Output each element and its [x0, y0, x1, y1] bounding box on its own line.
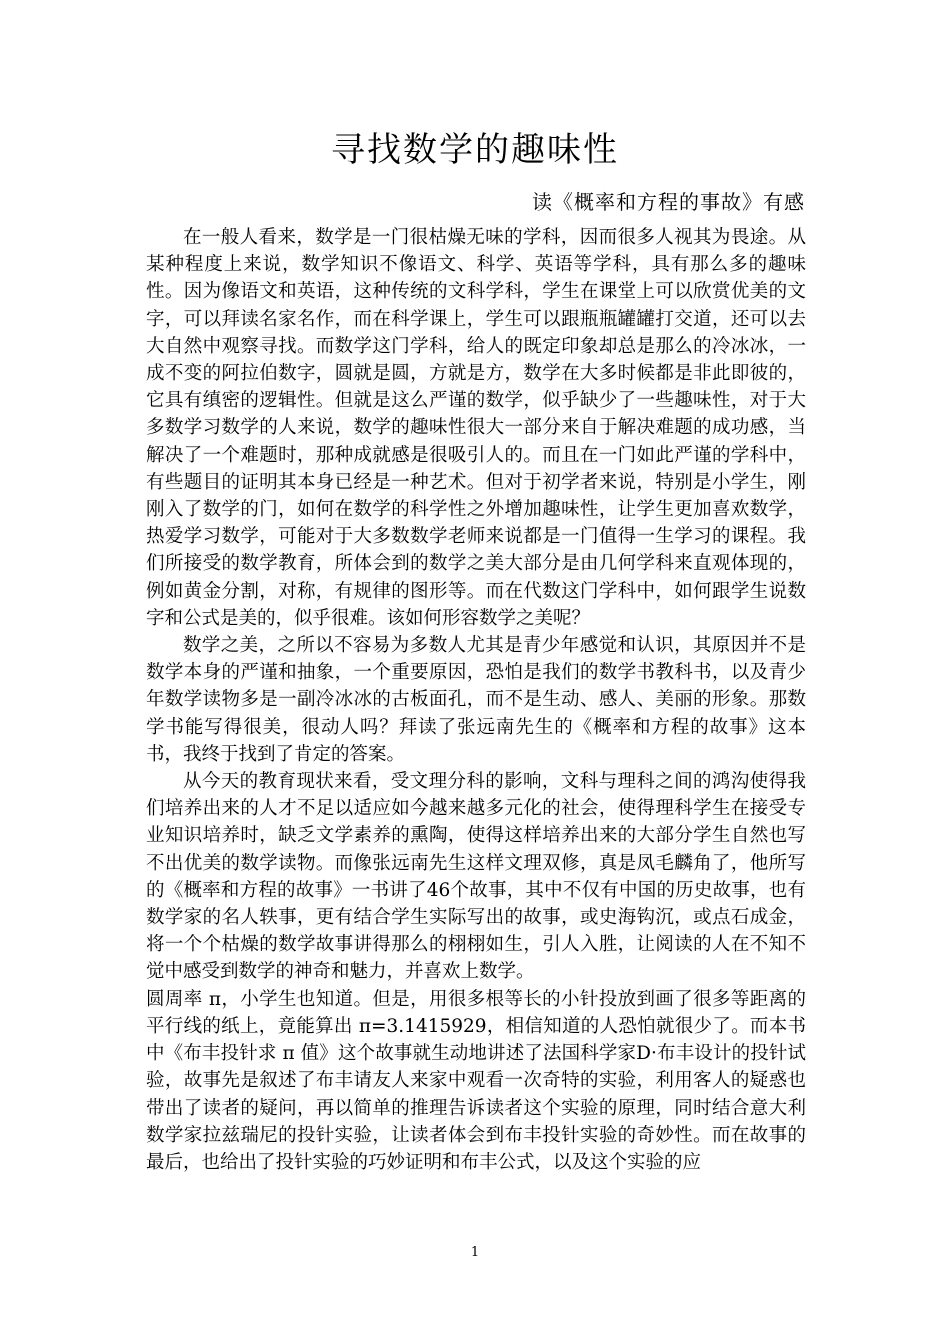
- page-subtitle: 读《概率和方程的事故》有感: [532, 190, 805, 214]
- paragraph-4: 圆周率 π，小学生也知道。但是，用很多根等长的小针投放到画了很多等距离的平行线的纸上，竟能算出 π=3.1415929，相信知道的人恐怕就很少了。而本书中《布丰投针求 π 值》这个故事就生动地讲述了法国科学家D·布丰设计的投针试验，故事先是叙述了布丰请友人来家中观看一次奇特的实验，利用客人的疑惑也带出了读者的疑问，再以简单的推理告诉读者这个实验的原理，同时结合意大利数学家拉兹瑞尼的投针实验，让读者体会到布丰投针实验的奇妙性。而在故事的最后，也给出了投针实验的巧妙证明和布丰公式，以及这个实验的应: [146, 988, 806, 1173]
- paragraph-3: 从今天的教育现状来看，受文理分科的影响，文科与理科之间的鸿沟使得我们培养出来的人才不足以适应如今越来越多元化的社会，使得理科学生在接受专业知识培养时，缺乏文学素养的熏陶，使得这样培养出来的大部分学生自然也写不出优美的数学读物。而像张远南先生这样文理双修，真是凤毛麟角了，他所写的《概率和方程的故事》一书讲了46个故事，其中不仅有中国的历史故事，也有数学家的名人轶事，更有结合学生实际写出的故事，或史海钩沉，或点石成金，将一个个枯燥的数学故事讲得那么的栩栩如生，引人入胜，让阅读的人在不知不觉中感受到数学的神奇和魅力，并喜欢上数学。: [146, 771, 806, 983]
- paragraph-2: 数学之美，之所以不容易为多数人尤其是青少年感觉和认识，其原因并不是数学本身的严谨和抽象，一个重要原因，恐怕是我们的数学书教科书，以及青少年数学读物多是一副冷冰冰的古板面孔，而不是生动、感人、美丽的形象。那数学书能写得很美，很动人吗？拜读了张远南先生的《概率和方程的故事》这本书，我终于找到了肯定的答案。: [146, 635, 806, 765]
- page-number: 1: [470, 1245, 480, 1260]
- article-body: [146, 224, 806, 1176]
- paragraph-1: 在一般人看来，数学是一门很枯燥无味的学科，因而很多人视其为畏途。从某种程度上来说，数学知识不像语文、科学、英语等学科，具有那么多的趣味性。因为像语文和英语，这种传统的文科学科，学生在课堂上可以欣赏优美的文字，可以拜读名家名作，而在科学课上，学生可以跟瓶瓶罐罐打交道，还可以去大自然中观察寻找。而数学这门学科，给人的既定印象却总是那么的冷冰冰，一成不变的阿拉伯数字，圆就是圆，方就是方，数学在大多时候都是非此即彼的，它具有缜密的逻辑性。但就是这么严谨的数学，似乎缺少了一些趣味性，对于大多数学习数学的人来说，数学的趣味性很大一部分来自于解决难题的成功感，当解决了一个难题时，那种成就感是很吸引人的。而且在一门如此严谨的学科中，有些题目的证明其本身已经是一种艺术。但对于初学者来说，特别是小学生，刚刚入了数学的门，如何在数学的科学性之外增加趣味性，让学生更加喜欢数学，热爱学习数学，可能对于大多数数学老师来说都是一门值得一生学习的课程。我们所接受的数学教育，所体会到的数学之美大部分是由几何学科来直观体现的，例如黄金分割，对称，有规律的图形等。而在代数这门学科中，如何跟学生说数字和公式是美的，似乎很难。该如何形容数学之美呢？: [146, 227, 806, 629]
- page-title: 寻找数学的趣味性: [331, 130, 619, 170]
